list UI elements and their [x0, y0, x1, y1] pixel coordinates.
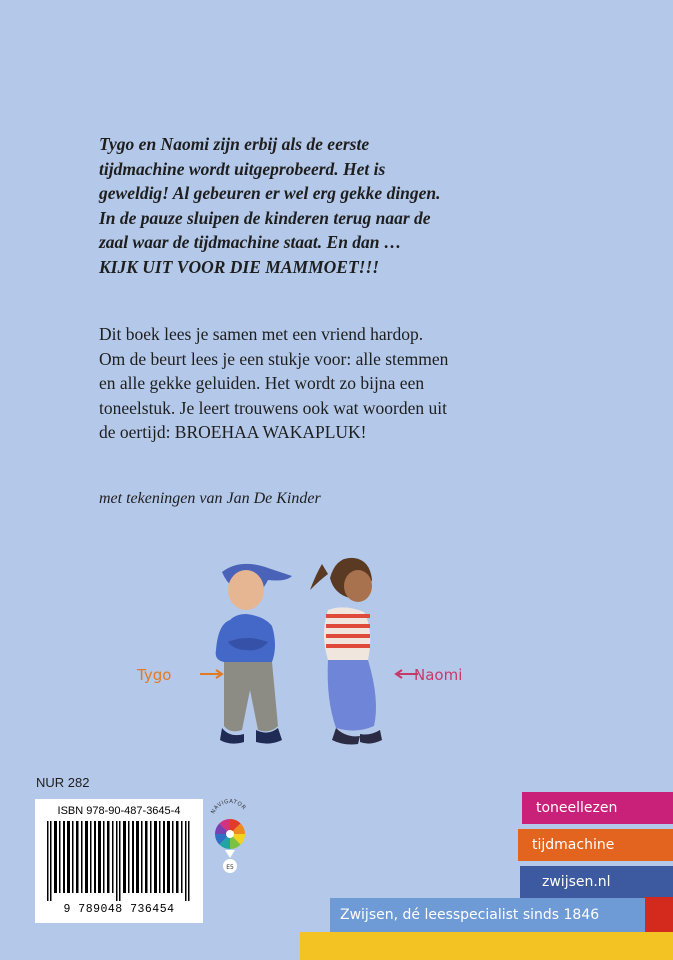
illustrator-credit: met tekeningen van Jan De Kinder — [99, 490, 321, 507]
barcode-bars — [45, 821, 193, 901]
label-tygo: Tygo — [137, 666, 172, 684]
tag-toneellezen: toneellezen — [522, 792, 673, 824]
description-line: Om de beurt lees je een stukje voor: alle stemmen — [99, 348, 449, 369]
tygo-figure — [216, 564, 292, 744]
description-line: de oertijd: BROEHAA WAKAPLUK! — [99, 422, 367, 443]
navigator-level: E5 — [226, 864, 234, 871]
blurb-line: In de pauze sluipen de kinderen terug naar de — [99, 207, 431, 228]
barcode — [35, 799, 203, 923]
tag-tijdmachine: tijdmachine — [518, 829, 673, 861]
blurb-line: geweldig! Al gebeuren er wel erg gekke dingen. — [99, 183, 441, 204]
svg-text:NAVIGATOR — [210, 799, 246, 815]
blurb-text — [99, 132, 569, 280]
naomi-figure — [310, 558, 382, 745]
blurb-line: Tygo en Naomi zijn erbij als de eerste — [99, 134, 370, 154]
nur-code: NUR 282 — [36, 775, 90, 790]
description-text — [99, 322, 569, 445]
navigator-label: NAVIGATOR — [210, 798, 247, 815]
description-line: Dit boek lees je samen met een vriend hardop. — [99, 324, 424, 344]
illustration-kids — [160, 550, 520, 760]
blurb-line: tijdmachine wordt uitgeprobeerd. Het is — [99, 158, 386, 179]
label-naomi: Naomi — [414, 666, 463, 684]
blurb-line: KIJK UIT VOOR DIE MAMMOET!!! — [99, 256, 380, 277]
blurb-line: zaal waar de tijdmachine staat. En dan … — [99, 232, 402, 253]
isbn-text: ISBN 978-90-487-3645-4 — [57, 805, 181, 817]
description-line: en alle gekke geluiden. Het wordt zo bijna een — [99, 373, 425, 394]
barcode-number: 9 789048 736454 — [63, 903, 175, 916]
publisher-slogan: Zwijsen, dé leesspecialist sinds 1846 — [330, 898, 645, 932]
publisher-website[interactable]: zwijsen.nl — [520, 866, 673, 898]
navigator-logo — [205, 798, 255, 878]
decorative-flap-yellow — [300, 932, 673, 960]
arrow-tygo — [200, 670, 222, 678]
description-line: toneelstuk. Je leert trouwens ook wat woorden uit — [99, 397, 447, 418]
